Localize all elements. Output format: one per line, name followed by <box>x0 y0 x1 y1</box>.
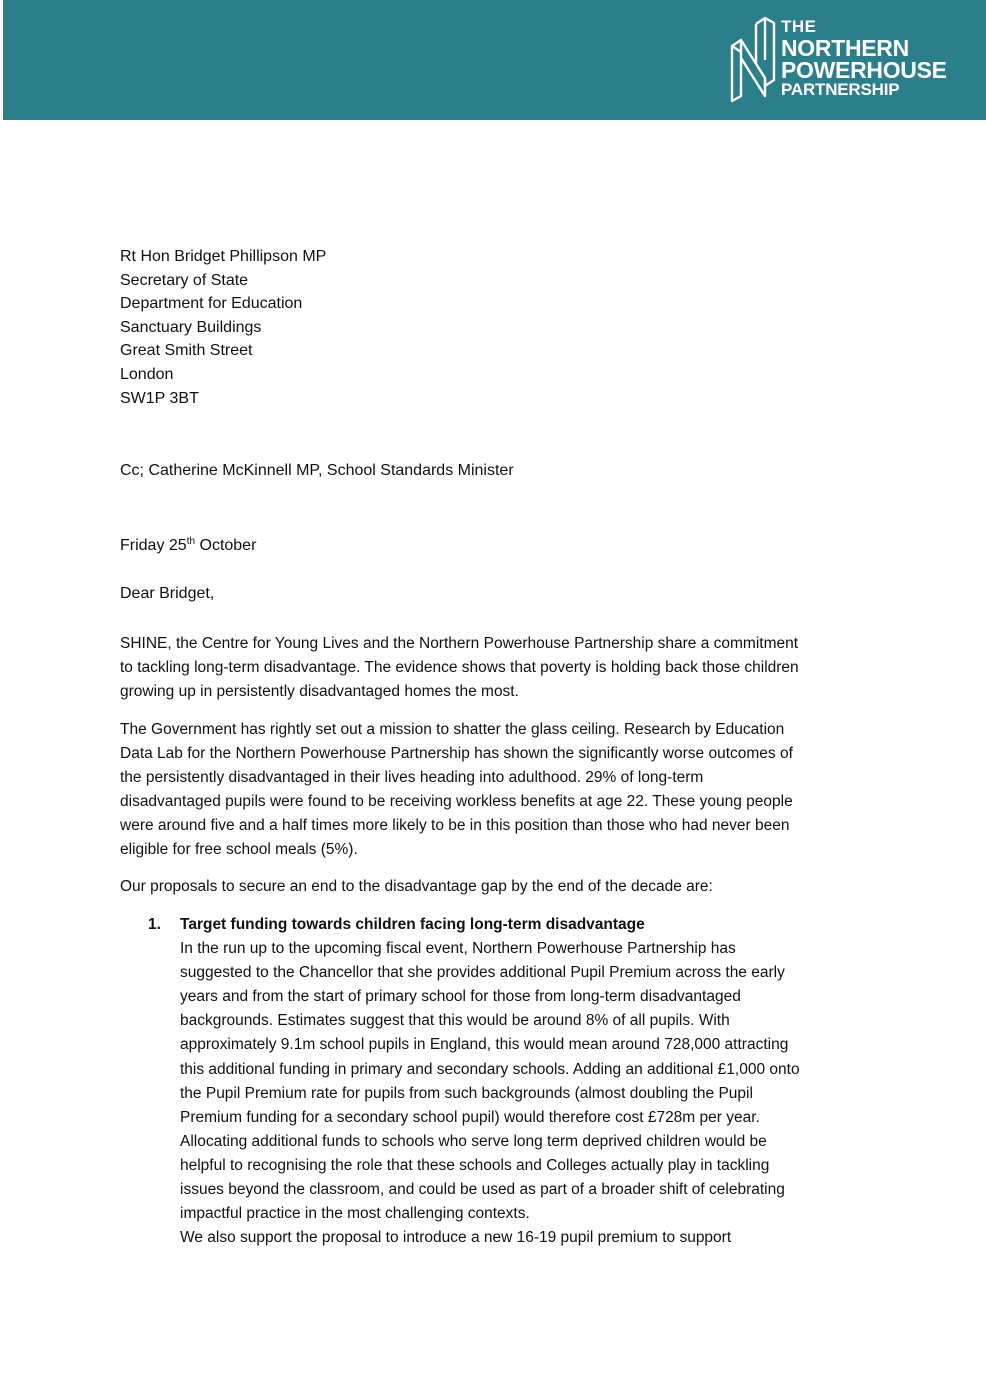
paragraph-line: Our proposals to secure an end to the disadvantage gap by the end of the decade are: <box>120 878 713 895</box>
paragraph-line: the persistently disadvantaged in their lives heading into adulthood. 29% of long-term <box>120 769 704 786</box>
list-item-line: the Pupil Premium rate for pupils from such backgrounds (almost doubling the Pupil <box>180 1084 753 1102</box>
northern-powerhouse-n-icon <box>729 16 777 102</box>
list-item-heading: Target funding towards children facing long-term disadvantage <box>180 916 645 933</box>
address-line: Rt Hon Bridget Phillipson MP <box>120 248 327 265</box>
paragraph-intro <box>120 632 870 704</box>
salutation: Dear Bridget, <box>120 585 215 602</box>
list-item-line: backgrounds. Estimates suggest that this would be around 8% of all pupils. With <box>180 1012 730 1030</box>
paragraph-line: disadvantaged pupils were found to be receiving workless benefits at age 22. These young people <box>120 793 793 810</box>
paragraph-line: were around five and a half times more likely to be in this position than those who had never been <box>120 817 790 834</box>
address-line: Secretary of State <box>120 271 249 289</box>
recipient-address <box>120 245 326 410</box>
northern-powerhouse-logo <box>729 16 969 104</box>
header-band <box>3 0 986 120</box>
list-item-number: 1. <box>148 916 161 933</box>
address-line: Sanctuary Buildings <box>120 318 262 336</box>
paragraph-proposals <box>120 875 870 899</box>
logo-line-northern: NORTHERN <box>781 35 909 61</box>
logo-wordmark <box>781 18 947 99</box>
logo-line-powerhouse: POWERHOUSE <box>781 57 947 83</box>
list-item-line: issues beyond the classroom, and could be used as part of a broader shift of celebrating <box>180 1181 785 1199</box>
letter-date <box>120 535 256 557</box>
paragraph-line: growing up in persistently disadvantaged homes the most. <box>120 683 519 700</box>
paragraph-line: eligible for free school meals (5%). <box>120 841 358 858</box>
date-prefix: Friday 25 <box>120 537 187 554</box>
paragraph-line: Data Lab for the Northern Powerhouse Partnership has shown the significantly worse outcomes of <box>120 745 793 762</box>
list-item-line: suggested to the Chancellor that she provides additional Pupil Premium across the early <box>180 964 785 982</box>
logo-line-the: THE <box>781 17 817 36</box>
list-item-line: In the run up to the upcoming fiscal event, Northern Powerhouse Partnership has <box>180 940 736 958</box>
list-item-line: approximately 9.1m school pupils in England, this would mean around 728,000 attracting <box>180 1036 789 1054</box>
list-item-line: years and from the start of primary school for those from long-term disadvantaged <box>180 988 741 1006</box>
paragraph-line: to tackling long-term disadvantage. The evidence shows that poverty is holding back those children <box>120 659 799 676</box>
address-line: Department for Education <box>120 295 303 313</box>
address-line: SW1P 3BT <box>120 389 199 407</box>
list-item-line: We also support the proposal to introduce a new 16-19 pupil premium to support <box>180 1229 732 1247</box>
list-item-body <box>180 913 870 1250</box>
cc-line: Cc; Catherine McKinnell MP, School Standards Minister <box>120 462 514 479</box>
paragraph-line: SHINE, the Centre for Young Lives and the Northern Powerhouse Partnership share a commitment <box>120 635 799 652</box>
logo-line-partnership: PARTNERSHIP <box>781 80 900 99</box>
list-item-line: Allocating additional funds to schools who serve long term deprived children would be <box>180 1132 767 1150</box>
list-item-line: impactful practice in the most challenging contexts. <box>180 1205 530 1223</box>
paragraph-research <box>120 718 870 862</box>
address-line: London <box>120 365 174 383</box>
list-item-line: this additional funding in primary and secondary schools. Adding an additional £1,000 onto <box>180 1060 800 1078</box>
paragraph-line: The Government has rightly set out a mission to shatter the glass ceiling. Research by Education <box>120 721 785 738</box>
list-item-line: helpful to recognising the role that these schools and Colleges actually play in tackling <box>180 1156 770 1174</box>
date-ordinal: th <box>186 536 196 547</box>
list-item-line: Premium funding for a secondary school pupil) would therefore cost £728m per year. <box>180 1108 760 1126</box>
address-line: Great Smith Street <box>120 342 253 360</box>
date-rest: October <box>195 537 257 554</box>
